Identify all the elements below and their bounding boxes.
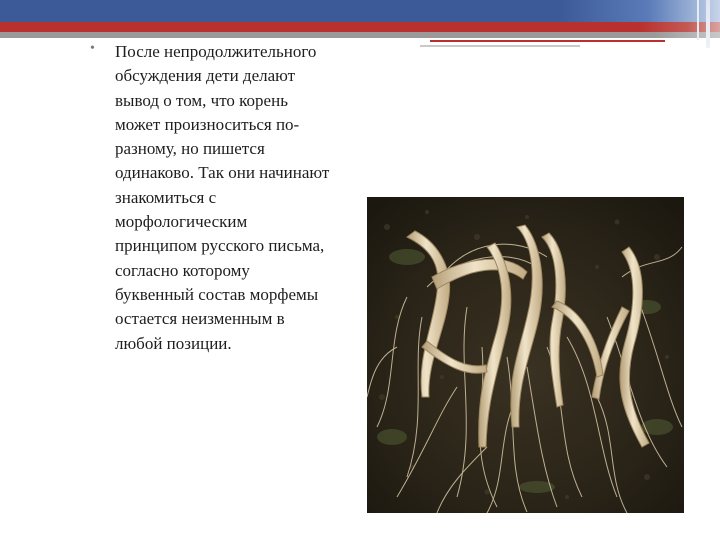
slide-text-block (90, 40, 410, 356)
header-band-gray (0, 32, 720, 38)
header-band-red (0, 22, 720, 32)
accent-vertical-line (706, 0, 710, 48)
accent-vertical-line-thin (697, 0, 699, 40)
header-band-blue-fade (560, 0, 720, 22)
slide-paragraph: После непродолжительного обсуждения дети делают вывод о том, что корень может произноситься по- разному, но пишется одинаково. Так они начинают знакомиться с морфологическим принципом русского письма, согласно которому буквенный состав морфемы остается неизменным в любой позиции. (115, 42, 330, 353)
accent-line-gray (420, 45, 580, 47)
accent-line-red (430, 40, 665, 42)
ginseng-roots-photo (367, 197, 684, 513)
bullet-marker: • (90, 41, 95, 56)
ginseng-roots-image (367, 197, 684, 513)
header-band-gray-fade (655, 32, 720, 38)
